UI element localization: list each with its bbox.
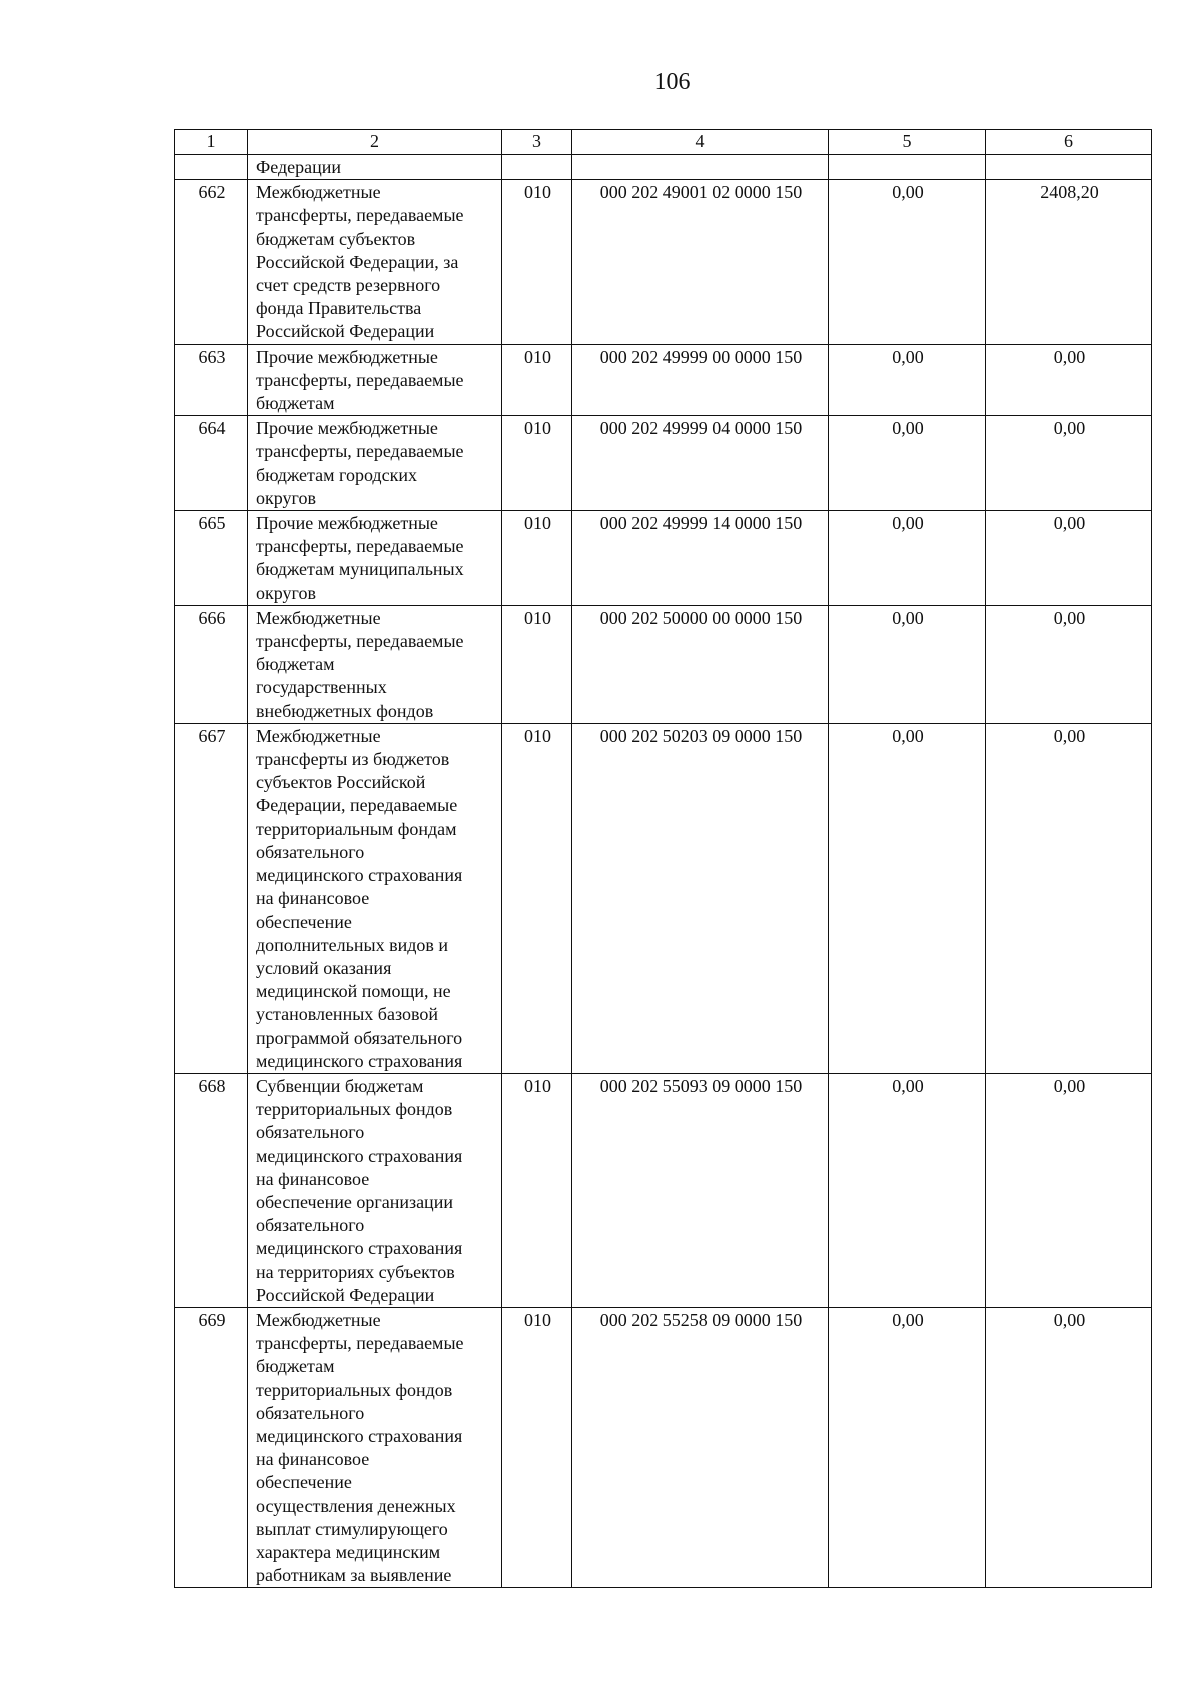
row-description: [248, 511, 502, 606]
description-line: работникам за выявление: [256, 1565, 452, 1586]
description-line: территориальных фондов: [256, 1099, 453, 1120]
description-line: трансферты, передаваемые: [256, 369, 464, 390]
row-value-col5: 0,00: [829, 416, 986, 511]
description-line: обеспечение организации: [256, 1191, 453, 1212]
row-admin-code: 010: [502, 416, 572, 511]
description-line: фонда Правительства: [256, 298, 422, 319]
row-number: 662: [175, 180, 248, 344]
row-value-col5: 0,00: [829, 1307, 986, 1587]
row-value-col5: [829, 155, 986, 180]
description-line: бюджетам субъектов: [256, 228, 416, 249]
description-line: Межбюджетные: [256, 182, 381, 203]
description-line: Прочие межбюджетные: [256, 513, 438, 534]
description-line: округов: [256, 582, 316, 603]
description-line: Прочие межбюджетные: [256, 418, 438, 439]
row-admin-code: 010: [502, 723, 572, 1073]
row-number: [175, 155, 248, 180]
row-value-col5: 0,00: [829, 344, 986, 416]
row-value-col5: 0,00: [829, 723, 986, 1073]
row-description: [248, 180, 502, 344]
row-admin-code: 010: [502, 605, 572, 723]
description-line: Федерации, передаваемые: [256, 795, 458, 816]
description-line: на территориях субъектов: [256, 1261, 455, 1282]
description-line: на финансовое: [256, 888, 370, 909]
description-line: Российской Федерации: [256, 321, 435, 342]
row-admin-code: 010: [502, 1073, 572, 1307]
column-header: 3: [502, 130, 572, 155]
description-line: обеспечение: [256, 1472, 352, 1493]
row-value-col6: [986, 155, 1152, 180]
table-row: [175, 1073, 1152, 1307]
description-line: Межбюджетные: [256, 607, 381, 628]
row-admin-code: 010: [502, 1307, 572, 1587]
description-line: выплат стимулирующего: [256, 1518, 448, 1539]
description-line: Межбюджетные: [256, 725, 381, 746]
row-budget-code: 000 202 49999 00 0000 150: [572, 344, 829, 416]
description-line: медицинской помощи, не: [256, 981, 451, 1002]
row-admin-code: 010: [502, 180, 572, 344]
budget-table: [174, 129, 1152, 1588]
description-line: медицинского страхования: [256, 865, 463, 886]
row-value-col6: 0,00: [986, 723, 1152, 1073]
row-budget-code: 000 202 55093 09 0000 150: [572, 1073, 829, 1307]
description-line: обязательного: [256, 1215, 365, 1236]
description-line: трансферты, передаваемые: [256, 631, 464, 652]
column-header: 6: [986, 130, 1152, 155]
row-value-col5: 0,00: [829, 511, 986, 606]
description-line: Прочие межбюджетные: [256, 346, 438, 367]
description-line: трансферты из бюджетов: [256, 749, 450, 770]
description-line: трансферты, передаваемые: [256, 205, 464, 226]
row-value-col6: 0,00: [986, 1307, 1152, 1587]
column-header: 5: [829, 130, 986, 155]
description-line: трансферты, передаваемые: [256, 1333, 464, 1354]
description-line: Федерации: [256, 157, 342, 177]
description-line: территориальных фондов: [256, 1379, 453, 1400]
row-budget-code: [572, 155, 829, 180]
description-line: Российской Федерации, за: [256, 251, 459, 272]
description-line: счет средств резервного: [256, 275, 441, 296]
row-description: [248, 416, 502, 511]
description-line: медицинского страхования: [256, 1050, 463, 1071]
description-line: медицинского страхования: [256, 1145, 463, 1166]
description-line: трансферты, передаваемые: [256, 441, 464, 462]
description-line: дополнительных видов и: [256, 934, 448, 955]
row-number: 669: [175, 1307, 248, 1587]
row-description: [248, 723, 502, 1073]
row-budget-code: 000 202 55258 09 0000 150: [572, 1307, 829, 1587]
description-line: бюджетам городских: [256, 464, 417, 485]
row-budget-code: 000 202 50000 00 0000 150: [572, 605, 829, 723]
description-line: программой обязательного: [256, 1027, 463, 1048]
table-row: [175, 155, 1152, 180]
row-number: 668: [175, 1073, 248, 1307]
table-row: [175, 180, 1152, 344]
table-body: [175, 155, 1152, 1588]
description-line: округов: [256, 487, 316, 508]
description-line: обязательного: [256, 1122, 365, 1143]
description-line: обеспечение: [256, 911, 352, 932]
description-line: обязательного: [256, 841, 365, 862]
description-line: установленных базовой: [256, 1004, 438, 1025]
table-row: [175, 1307, 1152, 1587]
description-line: медицинского страхования: [256, 1425, 463, 1446]
row-budget-code: 000 202 50203 09 0000 150: [572, 723, 829, 1073]
row-value-col5: 0,00: [829, 1073, 986, 1307]
row-value-col6: 0,00: [986, 605, 1152, 723]
description-line: территориальным фондам: [256, 818, 457, 839]
row-budget-code: 000 202 49999 04 0000 150: [572, 416, 829, 511]
row-description: [248, 1307, 502, 1587]
row-admin-code: [502, 155, 572, 180]
table-row: [175, 511, 1152, 606]
description-line: осуществления денежных: [256, 1495, 456, 1516]
row-description: [248, 344, 502, 416]
table-header-row: [175, 130, 1152, 155]
column-header: 2: [248, 130, 502, 155]
description-line: обязательного: [256, 1402, 365, 1423]
description-line: трансферты, передаваемые: [256, 536, 464, 557]
row-value-col6: 0,00: [986, 416, 1152, 511]
description-line: бюджетам: [256, 1356, 335, 1377]
description-line: на финансовое: [256, 1449, 370, 1470]
row-number: 663: [175, 344, 248, 416]
description-line: характера медицинским: [256, 1541, 441, 1562]
row-admin-code: 010: [502, 511, 572, 606]
table-row: [175, 344, 1152, 416]
description-line: медицинского страхования: [256, 1238, 463, 1259]
page-number: 106: [654, 69, 691, 95]
row-budget-code: 000 202 49001 02 0000 150: [572, 180, 829, 344]
row-value-col6: 0,00: [986, 344, 1152, 416]
description-line: бюджетам муниципальных: [256, 559, 464, 580]
row-description: [248, 155, 502, 180]
description-line: бюджетам: [256, 654, 335, 675]
table-row: [175, 416, 1152, 511]
description-line: на финансовое: [256, 1168, 370, 1189]
row-number: 666: [175, 605, 248, 723]
description-line: субъектов Российской: [256, 772, 426, 793]
table-row: [175, 723, 1152, 1073]
row-value-col6: 0,00: [986, 1073, 1152, 1307]
row-budget-code: 000 202 49999 14 0000 150: [572, 511, 829, 606]
description-line: Субвенции бюджетам: [256, 1075, 424, 1096]
description-line: Российской Федерации: [256, 1284, 435, 1305]
description-line: условий оказания: [256, 957, 392, 978]
description-line: внебюджетных фондов: [256, 700, 434, 721]
description-line: государственных: [256, 677, 387, 698]
row-description: [248, 1073, 502, 1307]
row-value-col6: 0,00: [986, 511, 1152, 606]
row-number: 667: [175, 723, 248, 1073]
row-number: 665: [175, 511, 248, 606]
column-header: 1: [175, 130, 248, 155]
row-value-col5: 0,00: [829, 605, 986, 723]
column-header: 4: [572, 130, 829, 155]
row-value-col6: 2408,20: [986, 180, 1152, 344]
description-line: бюджетам: [256, 393, 335, 414]
table-row: [175, 605, 1152, 723]
row-admin-code: 010: [502, 344, 572, 416]
row-number: 664: [175, 416, 248, 511]
row-value-col5: 0,00: [829, 180, 986, 344]
row-description: [248, 605, 502, 723]
description-line: Межбюджетные: [256, 1309, 381, 1330]
